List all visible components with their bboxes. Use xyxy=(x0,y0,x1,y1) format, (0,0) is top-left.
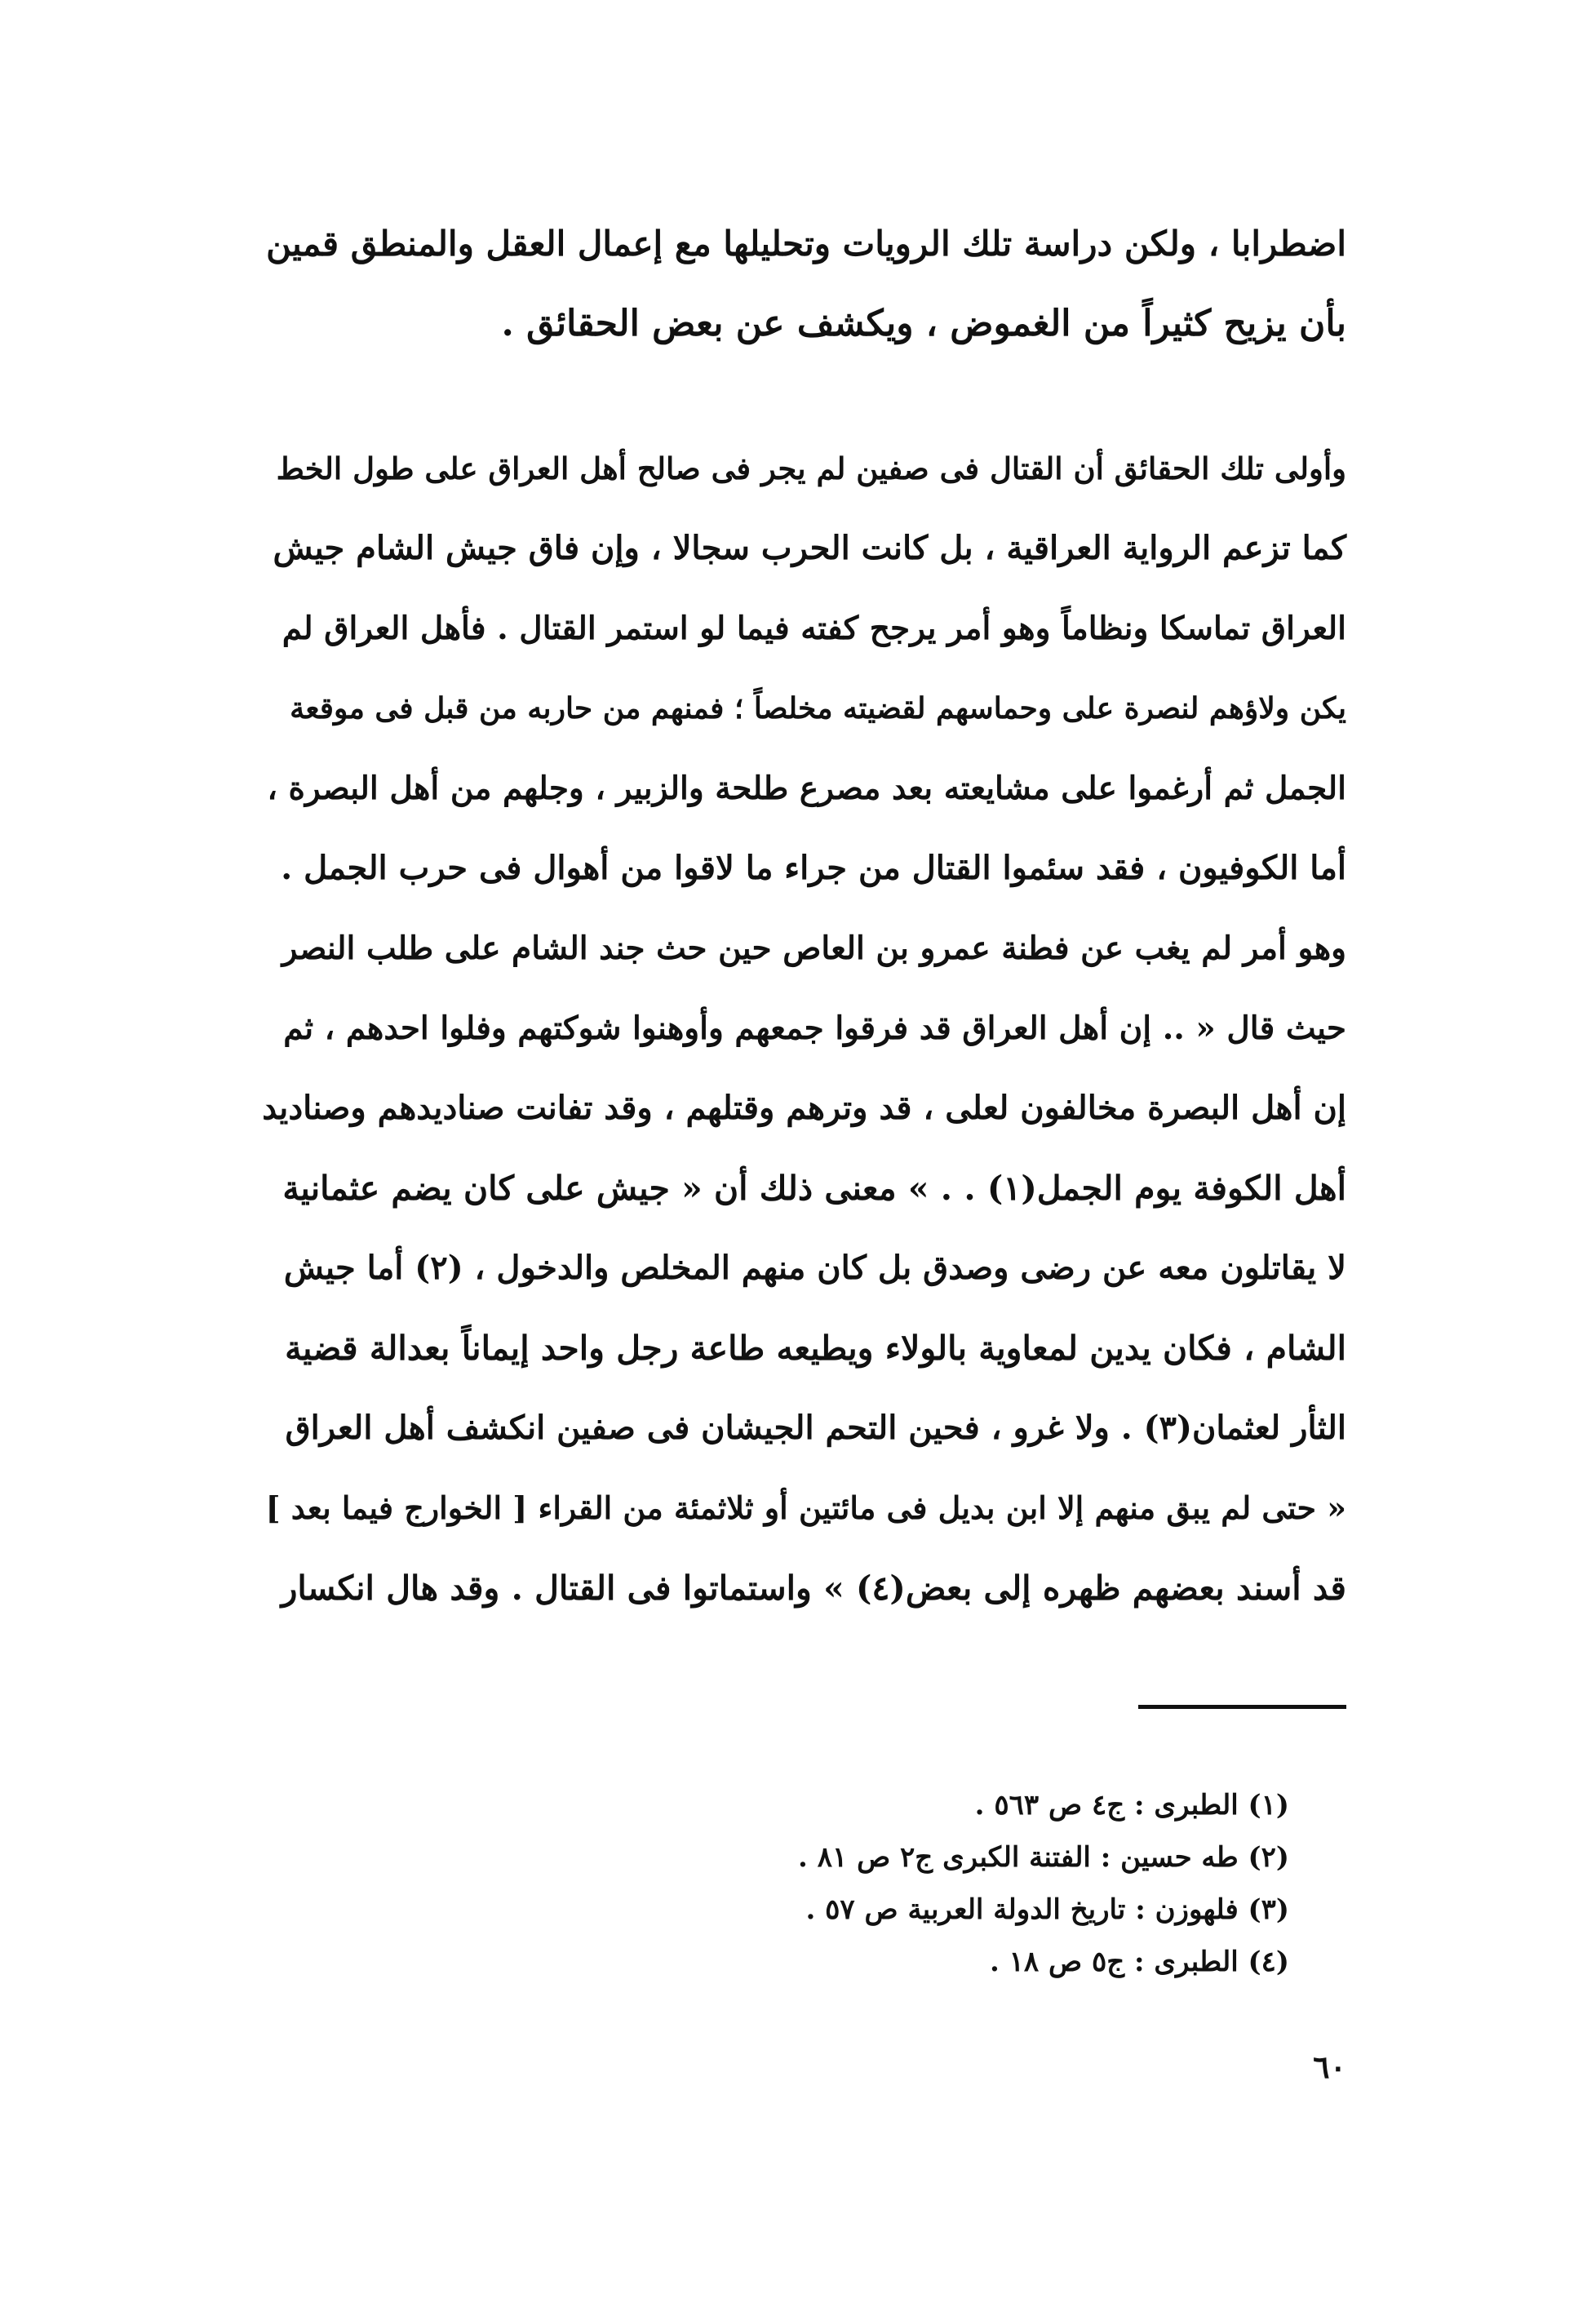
text-line: يكن ولاؤهم لنصرة على وحماسهم لقضيته مخلصاً ؛ فمنهم من حاربه من قبل فى موقعة xyxy=(290,691,1346,726)
text-line: وأولى تلك الحقائق أن القتال فى صفين لم يجر فى صالح أهل العراق على طول الخط xyxy=(276,450,1346,486)
footnote-3: (٣) فلهوزن : تاريخ الدولة العربية ص ٥٧ . xyxy=(805,1893,1289,1926)
paragraph-1 xyxy=(261,204,1346,364)
footnote-2: (٢) طه حسين : الفتنة الكبرى ج٢ ص ٨١ . xyxy=(798,1841,1289,1874)
text-line: الثأر لعثمان(٣) . ولا غرو ، فحين التحم الجيشان فى صفين انكشف أهل العراق xyxy=(285,1409,1346,1447)
footnote-4: (٤) الطبرى : ج٥ ص ١٨ . xyxy=(989,1946,1289,1978)
text-line: إن أهل البصرة مخالفون لعلى ، قد وترهم وقتلهم ، وقد تفانت صناديدهم وصناديد xyxy=(262,1089,1346,1127)
text-line: أما الكوفيون ، فقد سئموا القتال من جراء ما لاقوا من أهوال فى حرب الجمل . xyxy=(281,849,1346,887)
text-line: العراق تماسكا ونظاماً وهو أمر يرجح كفته فيما لو استمر القتال . فأهل العراق لم xyxy=(282,610,1346,647)
text-line: كما تزعم الرواية العراقية ، بل كانت الحرب سجالا ، وإن فاق جيش الشام جيش xyxy=(273,529,1346,567)
footnote-separator xyxy=(1138,1705,1346,1709)
text-line: الشام ، فكان يدين لمعاوية بالولاء ويطيعه طاعة رجل واحد إيماناً بعدالة قضية xyxy=(285,1329,1346,1368)
footnote-1: (١) الطبرى : ج٤ ص ٥٦٣ . xyxy=(974,1789,1289,1822)
text-line: بأن يزيح كثيراً من الغموض ، ويكشف عن بعض الحقائق . xyxy=(501,303,1346,344)
text-line: وهو أمر لم يغب عن فطنة عمرو بن العاص حين حث جند الشام على طلب النصر xyxy=(282,930,1346,967)
text-line: حيث قال « .. إن أهل العراق قد فرقوا جمعهم وأوهنوا شوكتهم وفلوا احدهم ، ثم xyxy=(283,1010,1346,1047)
page-number: ٦٠ xyxy=(1313,2048,1346,2085)
text-line: أهل الكوفة يوم الجمل(١) . . » معنى ذلك أن « جيش على كان يضم عثمانية xyxy=(282,1169,1346,1208)
text-line: قد أسند بعضهم ظهره إلى بعض(٤) » واستماتوا فى القتال . وقد هال انكسار xyxy=(281,1569,1346,1608)
paragraph-2 xyxy=(261,428,1346,1628)
text-line: لا يقاتلون معه عن رضى وصدق بل كان منهم المخلص والدخول ، (٢) أما جيش xyxy=(283,1249,1346,1287)
text-line: « حتى لم يبق منهم إلا ابن بديل فى مائتين أو ثلاثمئة من القراء [ الخوارج فيما بعد ] xyxy=(265,1489,1346,1526)
footnotes xyxy=(702,1779,1289,1988)
text-line: اضطرابا ، ولكن دراسة تلك الرويات وتحليلها مع إعمال العقل والمنطق قمين xyxy=(266,224,1346,264)
text-line: الجمل ثم أرغموا على مشايعته بعد مصرع طلحة والزبير ، وجلهم من أهل البصرة ، xyxy=(267,770,1346,807)
